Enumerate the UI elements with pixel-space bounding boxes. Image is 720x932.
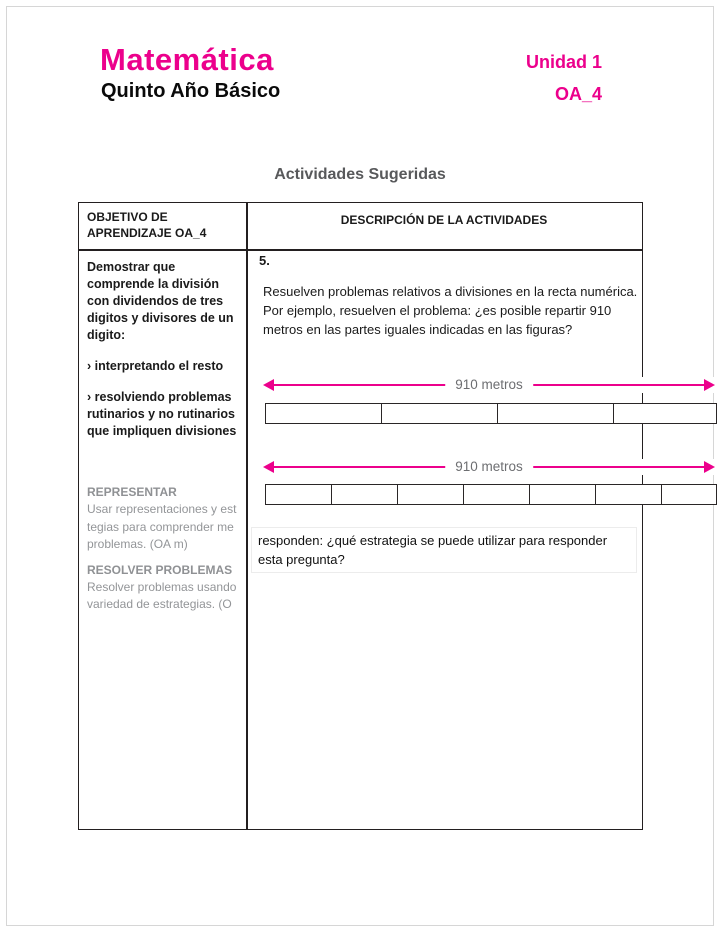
skill-text-line: variedad de estrategias. (O: [87, 597, 232, 611]
measure-arrow: [263, 377, 715, 393]
bar-segment: [596, 485, 662, 504]
skill-text-line: tegias para comprender me: [87, 519, 234, 534]
skill-title: RESOLVER PROBLEMAS: [87, 562, 233, 577]
bar-segment: [464, 485, 530, 504]
skill-title: REPRESENTAR: [87, 485, 177, 499]
arrow-right-head-icon: [704, 379, 715, 391]
subject-title: Matemática: [100, 42, 274, 77]
description-column-header: DESCRIPCIÓN DE LA ACTIVIDADES: [340, 213, 548, 227]
activities-table: [78, 202, 643, 830]
arrow-right-head-icon: [704, 461, 715, 473]
objective-cell: [79, 251, 246, 829]
segmented-bar: [265, 403, 717, 424]
bar-segment: [266, 404, 382, 423]
column-divider: [246, 203, 248, 829]
activity-number: 5.: [259, 253, 270, 268]
bar-segment: [398, 485, 464, 504]
activity-description: Resuelven problemas relativos a divisiones en la recta numérica. Por ejemplo, resuelven el problema: ¿es posible repartir 910 metros en las partes iguales indicadas en las figuras?: [263, 284, 638, 337]
arrow-length-label: 910 metros: [445, 377, 533, 393]
bar-segment: [498, 404, 614, 423]
arrow-length-label: 910 metros: [445, 459, 533, 475]
objective-bullet: › resolviendo problemas rutinarios y no rutinarios que impliquen divisiones: [87, 390, 237, 438]
objective-intro: Demostrar que comprende la división con dividendos de tres digitos y divisores de un digito:: [87, 260, 234, 342]
bar-segment: [382, 404, 498, 423]
objective-column-header: OBJETIVO DE APRENDIZAJE OA_4: [87, 210, 207, 240]
bar-segment: [332, 485, 398, 504]
objective-bullet: › interpretando el resto: [87, 359, 224, 373]
skill-text-line: Resolver problemas usando: [87, 579, 237, 594]
measure-arrow: [263, 459, 715, 475]
unit-label: Unidad 1: [525, 52, 602, 72]
bar-segment: [530, 485, 596, 504]
skill-text-line: problemas. (OA m): [87, 537, 188, 551]
bar-segment: [662, 485, 717, 504]
segmented-bar: [265, 484, 717, 505]
grade-title: Quinto Año Básico: [101, 80, 281, 102]
section-title: Actividades Sugeridas: [274, 166, 446, 183]
skill-text-line: Usar representaciones y est: [87, 502, 237, 516]
bar-segment: [266, 485, 332, 504]
skills-block: [87, 484, 238, 614]
oa-label: OA_4: [554, 84, 602, 104]
bar-segment: [614, 404, 717, 423]
question-text: responden: ¿qué estrategia se puede utilizar para responder esta pregunta?: [251, 527, 637, 573]
